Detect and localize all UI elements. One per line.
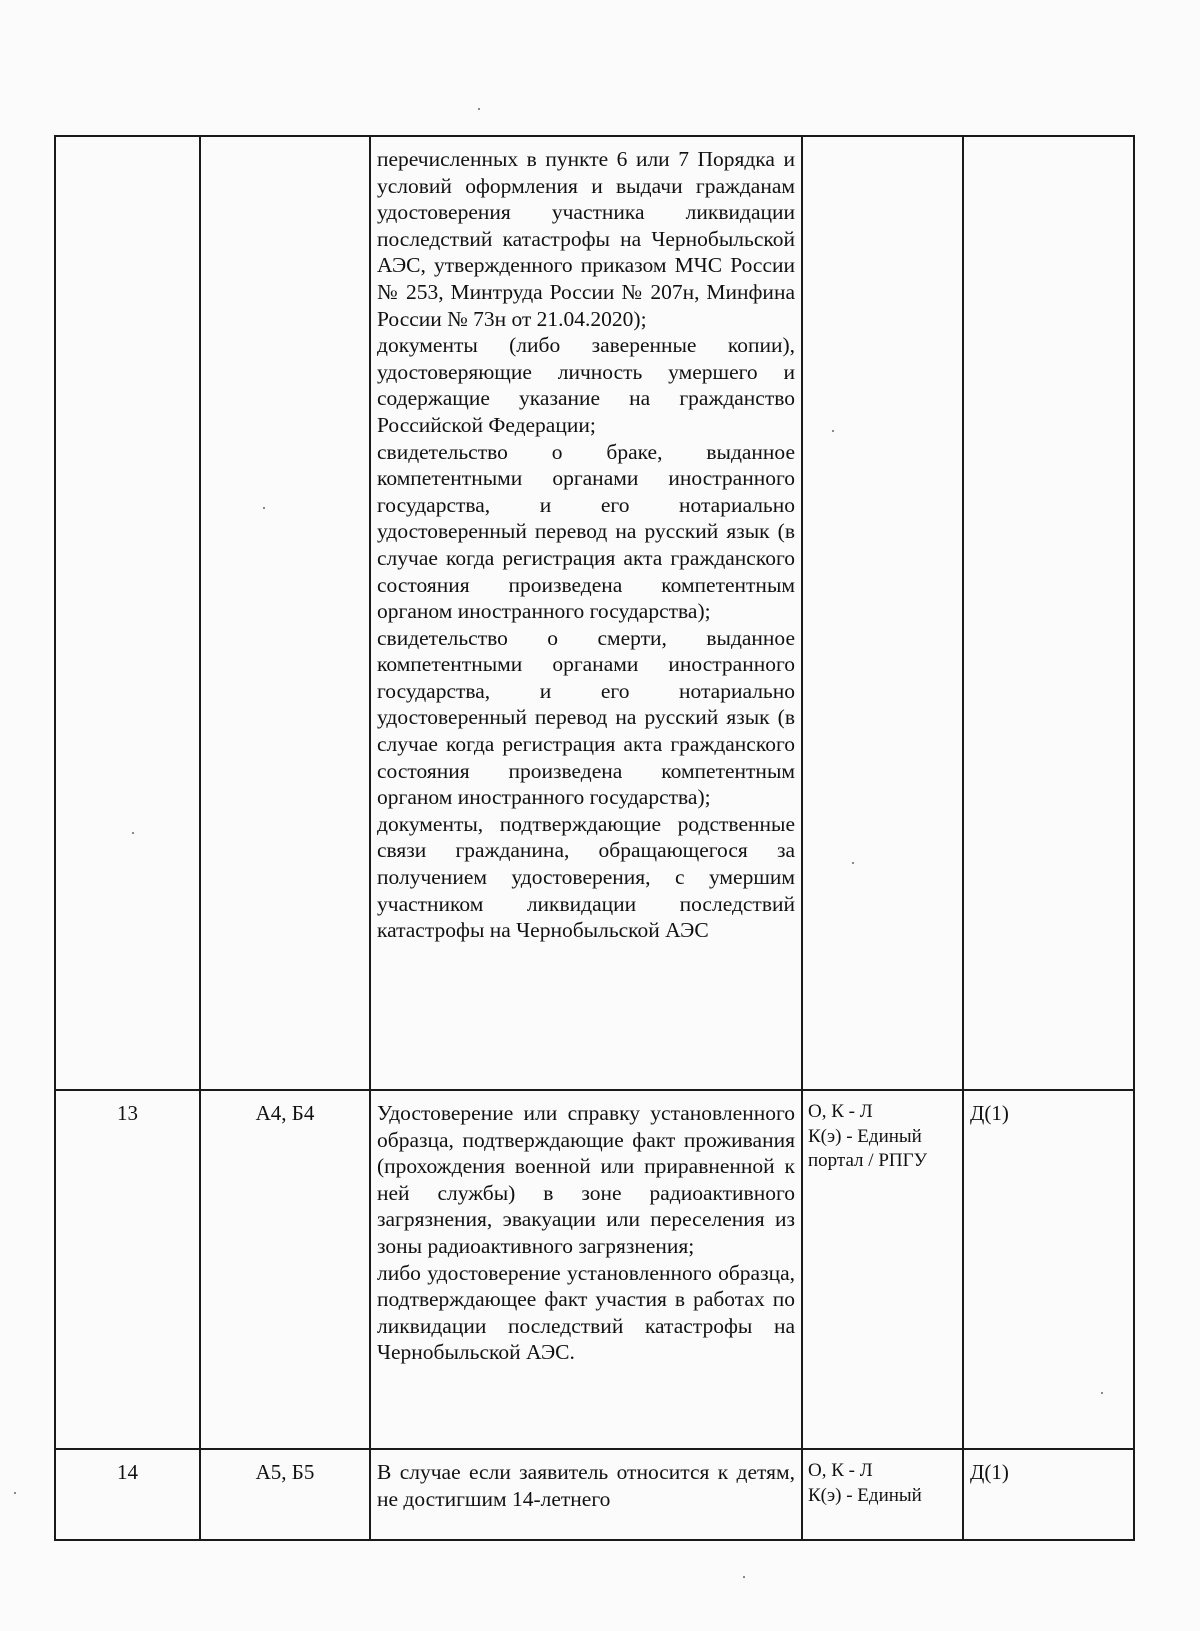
result-cell: Д(1) xyxy=(963,1090,1134,1449)
description-paragraph: перечисленных в пункте 6 или 7 Порядка и условий оформления и выдачи гражданам удостоверения участника ликвидации последствий катастрофы на Чернобыльской АЭС, утвержденного приказом МЧС России № 253, Минтруда России № 207н, Минфина России № 73н от 21.04.2020); xyxy=(377,147,795,331)
method-line: портал / РПГУ xyxy=(808,1150,928,1171)
description-paragraph: Удостоверение или справку установленного образца, подтверждающие факт проживания (прохождения военной или приравненной к ней службы) в зоне радиоактивного загрязнения, эвакуации или переселения из зоны радиоактивного загрязнения; xyxy=(377,1101,795,1258)
scan-speck xyxy=(743,1576,745,1578)
result-cell: Д(1) xyxy=(963,1449,1134,1540)
scan-speck xyxy=(263,507,265,509)
table-row xyxy=(55,1090,1134,1449)
submission-method-cell xyxy=(802,1449,963,1540)
description-paragraph: либо удостоверение установленного образца, подтверждающее факт участия в работах по ликвидации последствий катастрофы на Чернобыльской АЭС. xyxy=(377,1260,795,1365)
submission-method-cell xyxy=(802,136,963,1090)
document-description-cell xyxy=(370,1090,802,1449)
method-line: К(э) - Единый xyxy=(808,1484,922,1506)
row-code-cell: А5, Б5 xyxy=(200,1449,370,1540)
row-number-cell xyxy=(55,136,200,1090)
scan-speck xyxy=(14,1492,16,1494)
description-paragraph: документы (либо заверенные копии), удостоверяющие личность умершего и содержащие указание на гражданство Российской Федерации; xyxy=(377,333,795,437)
method-line: К(э) - Единый xyxy=(808,1125,922,1147)
row-number-cell: 14 xyxy=(55,1449,200,1540)
submission-method-cell xyxy=(802,1090,963,1449)
scan-speck xyxy=(1101,1392,1103,1394)
description-paragraph: свидетельство о смерти, выданное компетентными органами иностранного государства, и его нотариально удостоверенный перевод на русский язык (в случае когда регистрация акта гражданского состояния произведена компетентным органом иностранного государства); xyxy=(377,625,795,810)
result-cell xyxy=(963,136,1134,1090)
scan-speck xyxy=(478,108,480,110)
row-code-cell: А4, Б4 xyxy=(200,1090,370,1449)
row-number-cell: 13 xyxy=(55,1090,200,1449)
method-line: О, К - Л xyxy=(808,1101,873,1122)
requirements-table xyxy=(54,135,1135,1541)
document-description-cell xyxy=(370,1449,802,1540)
scan-speck xyxy=(852,862,854,864)
document-description-cell xyxy=(370,136,802,1090)
table-row xyxy=(55,1449,1134,1540)
table-row xyxy=(55,136,1134,1090)
method-line: О, К - Л xyxy=(808,1460,873,1481)
scan-speck xyxy=(132,832,134,834)
description-paragraph: свидетельство о браке, выданное компетентными органами иностранного государства, и его нотариально удостоверенный перевод на русский язык (в случае когда регистрация акта гражданского состояния произведена компетентным органом иностранного государства); xyxy=(377,439,795,624)
description-paragraph: В случае если заявитель относится к детям, не достигшим 14-летнего xyxy=(377,1460,795,1511)
scan-speck xyxy=(832,430,834,432)
row-code-cell xyxy=(200,136,370,1090)
description-paragraph: документы, подтверждающие родственные связи гражданина, обращающегося за получением удостоверения, с умершим участником ликвидации последствий катастрофы на Чернобыльской АЭС xyxy=(377,811,795,943)
